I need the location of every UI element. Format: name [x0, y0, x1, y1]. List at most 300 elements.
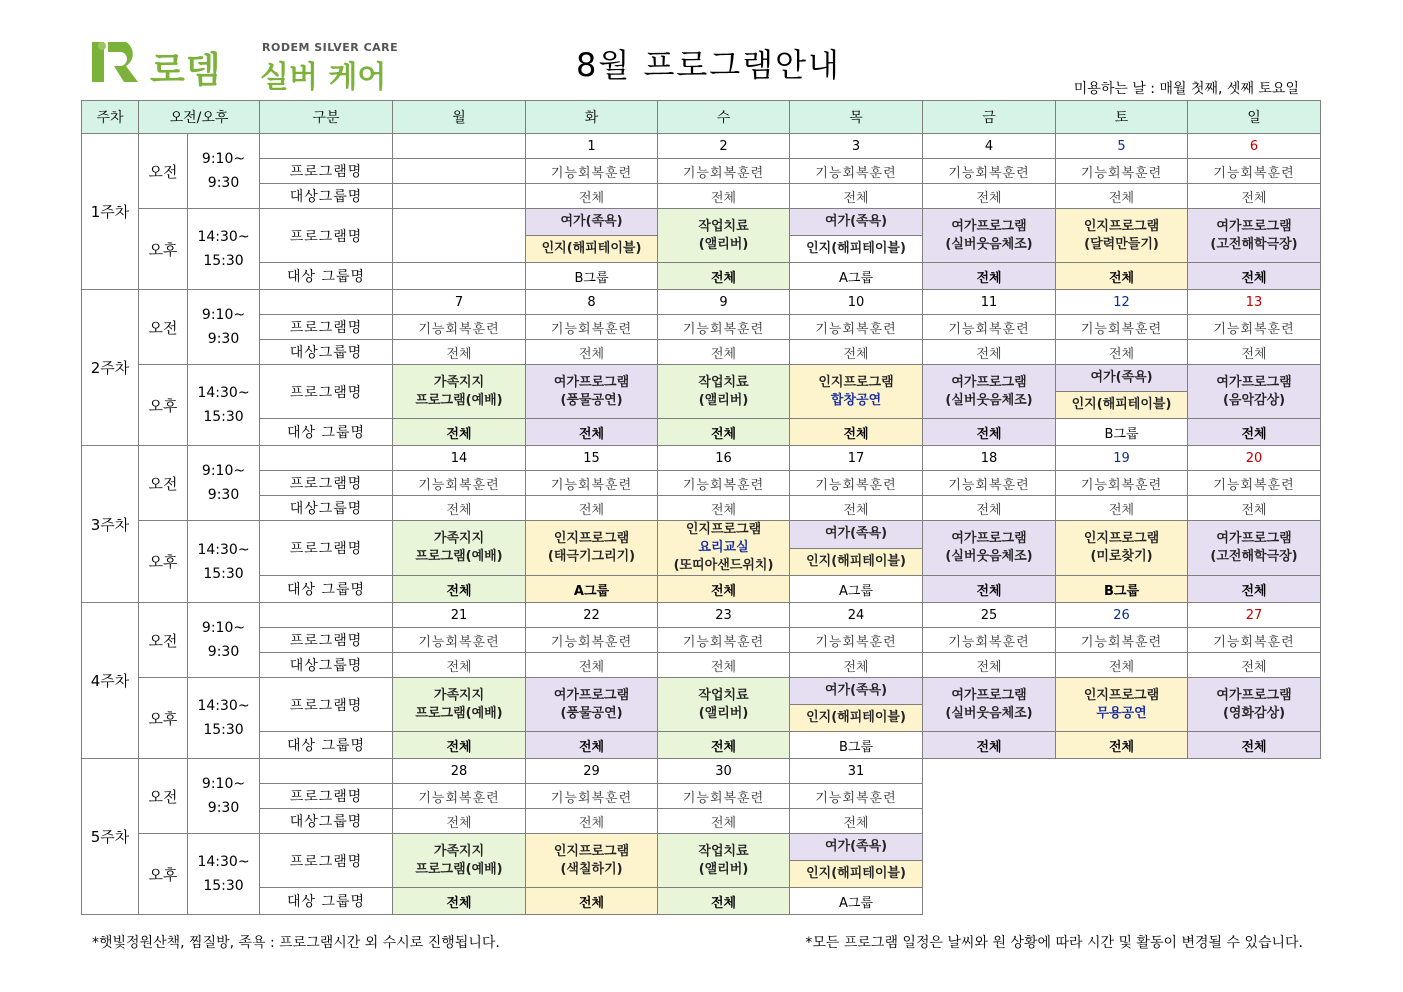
- am-program: 기능회복훈련: [658, 471, 790, 496]
- am-group: 전체: [923, 496, 1056, 521]
- pm-program-line: 여가프로그램: [1216, 218, 1292, 234]
- day-number: 8: [526, 290, 658, 315]
- am-program: 기능회복훈련: [393, 471, 526, 496]
- am-program: 기능회복훈련: [1056, 628, 1188, 653]
- pm-program-split-bottom: 인지(해피테이블): [790, 861, 923, 888]
- pm-time: [188, 365, 260, 446]
- week-label: 2주차: [82, 290, 139, 446]
- pm-program-line: (달력만들기): [1084, 236, 1159, 252]
- am-program: 기능회복훈련: [526, 784, 658, 809]
- pm-group: 전체: [658, 888, 790, 915]
- week-label: 5주차: [82, 759, 139, 915]
- pm-time: [188, 521, 260, 603]
- am-program: 기능회복훈련: [393, 784, 526, 809]
- category-group: 대상그룹명: [260, 496, 393, 521]
- week-day-row: [82, 446, 1321, 471]
- am-group: 전체: [790, 809, 923, 834]
- am-program-row: [82, 315, 1321, 340]
- day-number: 30: [658, 759, 790, 784]
- am-time-end: 9:30: [207, 800, 240, 816]
- pm-group: 전체: [923, 419, 1056, 446]
- category-group: 대상 그룹명: [260, 263, 393, 290]
- category-program: 프로그램명: [260, 784, 393, 809]
- pm-program-line: 여가프로그램: [951, 218, 1027, 234]
- day-number: 2: [658, 134, 790, 159]
- day-number: 26: [1056, 603, 1188, 628]
- schedule-table: [81, 100, 1321, 915]
- am-group: 전체: [526, 496, 658, 521]
- day-number: 5: [1056, 134, 1188, 159]
- pm-program-line: 합창공연: [830, 392, 882, 408]
- pm-program-split-top: 여가(족욕): [1056, 365, 1188, 392]
- am-group: 전체: [1056, 653, 1188, 678]
- pm-program: [1056, 678, 1188, 732]
- pm-program-line: 프로그램(예배): [415, 861, 503, 877]
- pm-program-line: (앨리버): [698, 705, 749, 721]
- pm-label: 오후: [139, 209, 188, 290]
- rodem-logo-icon: [90, 38, 144, 86]
- pm-time-end: 15:30: [203, 409, 244, 425]
- pm-program-line: 프로그램(예배): [415, 549, 503, 564]
- pm-label: 오후: [139, 365, 188, 446]
- pm-program-line: 인지프로그램: [1083, 531, 1160, 546]
- header-cell: 화: [526, 101, 658, 134]
- pm-label: 오후: [139, 521, 188, 603]
- category-group: 대상그룹명: [260, 653, 393, 678]
- pm-program: [1188, 365, 1321, 419]
- am-time-start: 9:10~: [201, 776, 246, 792]
- day-number: 19: [1056, 446, 1188, 471]
- pm-program: [923, 209, 1056, 263]
- am-time-start: 9:10~: [201, 151, 246, 167]
- am-group: 전체: [1188, 653, 1321, 678]
- pm-program-line: (고전해학극장): [1210, 236, 1298, 252]
- category-program: 프로그램명: [260, 628, 393, 653]
- am-group: 전체: [658, 184, 790, 209]
- am-program: 기능회복훈련: [923, 471, 1056, 496]
- am-program: 기능회복훈련: [790, 159, 923, 184]
- pm-time: [188, 678, 260, 759]
- am-program: 기능회복훈련: [790, 471, 923, 496]
- pm-program: [526, 834, 658, 888]
- pm-program: [658, 834, 790, 888]
- header-cell: 구분: [260, 101, 393, 134]
- pm-time-end: 15:30: [203, 722, 244, 738]
- pm-group-row: [82, 419, 1321, 446]
- pm-program-line: (앨리버): [698, 392, 749, 408]
- pm-group: 전체: [1188, 263, 1321, 290]
- am-group: 전체: [790, 496, 923, 521]
- pm-program-line: 여가프로그램: [553, 687, 630, 703]
- category-group: 대상 그룹명: [260, 576, 393, 603]
- am-program-row: [82, 159, 1321, 184]
- pm-program-line: 작업치료: [698, 687, 749, 703]
- pm-time-end: 15:30: [203, 253, 244, 269]
- pm-group: 전체: [393, 419, 526, 446]
- pm-program: [658, 678, 790, 732]
- pm-program-row-a: [82, 365, 1321, 392]
- pm-group: 전체: [1056, 263, 1188, 290]
- pm-program-line: 작업치료: [698, 218, 749, 234]
- category-blank: [260, 134, 393, 159]
- pm-group: 전체: [393, 576, 526, 603]
- am-program: 기능회복훈련: [1188, 471, 1321, 496]
- footnote-right: *모든 프로그램 일정은 날씨와 원 상황에 따라 시간 및 활동이 변경될 수 있습니다.: [805, 935, 1303, 951]
- am-program: 기능회복훈련: [1188, 159, 1321, 184]
- am-group: 전체: [923, 184, 1056, 209]
- logo: [90, 38, 410, 95]
- am-program: 기능회복훈련: [658, 628, 790, 653]
- header-cell: 오전/오후: [139, 101, 260, 134]
- category-program: 프로그램명: [260, 834, 393, 888]
- pm-program: [1056, 521, 1188, 576]
- day-number: 23: [658, 603, 790, 628]
- am-time: [188, 759, 260, 834]
- am-group: 전체: [1056, 340, 1188, 365]
- pm-program-line: (실버웃음체조): [945, 705, 1033, 721]
- category-program: 프로그램명: [260, 678, 393, 732]
- day-number: 27: [1188, 603, 1321, 628]
- am-program: 기능회복훈련: [790, 628, 923, 653]
- pm-program: [526, 521, 658, 576]
- pm-group: [393, 263, 526, 290]
- week-label: 4주차: [82, 603, 139, 759]
- pm-label: 오후: [139, 678, 188, 759]
- pm-time: [188, 834, 260, 915]
- day-number: 15: [526, 446, 658, 471]
- pm-group: 전체: [658, 576, 790, 603]
- header-cell: 토: [1056, 101, 1188, 134]
- pm-program-line: 여가프로그램: [951, 531, 1027, 546]
- category-group: 대상그룹명: [260, 184, 393, 209]
- pm-program-split-bottom: 인지(해피테이블): [1056, 392, 1188, 419]
- pm-group: 전체: [923, 576, 1056, 603]
- pm-group: 전체: [1188, 732, 1321, 759]
- pm-program-line: 인지프로그램: [1083, 687, 1160, 703]
- pm-program-split-bottom: 인지(해피테이블): [790, 236, 923, 263]
- pm-time: [188, 209, 260, 290]
- day-number: 18: [923, 446, 1056, 471]
- am-time: [188, 134, 260, 209]
- am-group-row: [82, 653, 1321, 678]
- pm-group: 전체: [923, 263, 1056, 290]
- pm-program-line: 가족지지: [433, 374, 485, 390]
- category-program: 프로그램명: [260, 471, 393, 496]
- pm-program-line: (미로찾기): [1090, 549, 1153, 564]
- category-program: 프로그램명: [260, 159, 393, 184]
- pm-program-split-bottom: 인지(해피테이블): [790, 705, 923, 732]
- am-program: 기능회복훈련: [923, 628, 1056, 653]
- pm-program: [526, 678, 658, 732]
- category-group: 대상 그룹명: [260, 888, 393, 915]
- pm-group: A그룹: [790, 888, 923, 915]
- am-group: 전체: [393, 809, 526, 834]
- pm-program-line: 여가프로그램: [951, 687, 1027, 703]
- am-program: 기능회복훈련: [658, 315, 790, 340]
- header-cell: 수: [658, 101, 790, 134]
- pm-group: 전체: [393, 732, 526, 759]
- pm-group: 전체: [526, 732, 658, 759]
- am-group: 전체: [658, 340, 790, 365]
- category-program: 프로그램명: [260, 209, 393, 263]
- day-number: 22: [526, 603, 658, 628]
- pm-program-row-a: [82, 678, 1321, 705]
- pm-program-line: (실버웃음체조): [945, 549, 1033, 564]
- day-number: 13: [1188, 290, 1321, 315]
- pm-program-line: (또띠아샌드위치): [673, 558, 774, 573]
- pm-program: [658, 365, 790, 419]
- pm-program-line: (앨리버): [698, 861, 749, 877]
- pm-program: [393, 365, 526, 419]
- pm-program-line: 프로그램(예배): [415, 705, 503, 721]
- logo-english: RODEM SILVER CARE: [262, 41, 399, 54]
- pm-program-line: 요리교실: [698, 540, 749, 555]
- pm-program: [923, 365, 1056, 419]
- am-time: [188, 446, 260, 521]
- pm-program-split-top: 여가(족욕): [790, 209, 923, 236]
- am-label: 오전: [139, 446, 188, 521]
- am-program: 기능회복훈련: [923, 159, 1056, 184]
- pm-program: [393, 209, 526, 263]
- am-program: 기능회복훈련: [1056, 471, 1188, 496]
- pm-program-line: 인지프로그램: [553, 531, 630, 546]
- am-label: 오전: [139, 134, 188, 209]
- am-group-row: [82, 340, 1321, 365]
- category-program: 프로그램명: [260, 521, 393, 576]
- day-number: 6: [1188, 134, 1321, 159]
- day-number: 9: [658, 290, 790, 315]
- pm-time-start: 14:30~: [197, 229, 250, 245]
- day-number: 25: [923, 603, 1056, 628]
- week-day-row: [82, 134, 1321, 159]
- am-program: 기능회복훈련: [526, 315, 658, 340]
- pm-program-line: 인지프로그램: [1083, 218, 1160, 234]
- am-group: 전체: [923, 653, 1056, 678]
- pm-group: 전체: [923, 732, 1056, 759]
- header-cell: 금: [923, 101, 1056, 134]
- pm-program: [526, 365, 658, 419]
- am-group: 전체: [393, 653, 526, 678]
- pm-time-end: 15:30: [203, 878, 244, 894]
- day-number: 10: [790, 290, 923, 315]
- pm-group: 전체: [526, 888, 658, 915]
- am-time: [188, 290, 260, 365]
- pm-program-line: 여가프로그램: [553, 374, 630, 390]
- am-group: 전체: [790, 653, 923, 678]
- pm-program-line: 여가프로그램: [1216, 531, 1292, 546]
- am-program: 기능회복훈련: [1056, 315, 1188, 340]
- pm-group: 전체: [1056, 732, 1188, 759]
- day-number: 7: [393, 290, 526, 315]
- pm-group: B그룹: [1056, 576, 1188, 603]
- am-time-start: 9:10~: [201, 463, 246, 479]
- pm-program-line: 가족지지: [433, 843, 485, 859]
- pm-program-row-a: [82, 209, 1321, 236]
- am-time-end: 9:30: [207, 487, 240, 503]
- pm-program-split-top: 여가(족욕): [526, 209, 658, 236]
- pm-group-row: [82, 576, 1321, 603]
- am-program: 기능회복훈련: [526, 159, 658, 184]
- am-time-start: 9:10~: [201, 307, 246, 323]
- am-program: 기능회복훈련: [658, 159, 790, 184]
- pm-group: 전체: [658, 263, 790, 290]
- am-program: 기능회복훈련: [393, 315, 526, 340]
- day-number: 1: [526, 134, 658, 159]
- pm-group: 전체: [1188, 576, 1321, 603]
- week-day-row: [82, 603, 1321, 628]
- day-number: [393, 134, 526, 159]
- page-title: 8월 프로그램안내: [576, 46, 841, 84]
- haircut-day-note: 미용하는 날 : 매월 첫째, 셋째 토요일: [1073, 81, 1299, 97]
- am-group: 전체: [790, 184, 923, 209]
- day-number: 24: [790, 603, 923, 628]
- day-number: 20: [1188, 446, 1321, 471]
- am-label: 오전: [139, 603, 188, 678]
- pm-label: 오후: [139, 834, 188, 915]
- am-program: [393, 159, 526, 184]
- pm-program-line: 가족지지: [433, 687, 485, 703]
- am-group-row: [82, 184, 1321, 209]
- am-group: 전체: [526, 809, 658, 834]
- pm-group: B그룹: [526, 263, 658, 290]
- header-cell: 목: [790, 101, 923, 134]
- pm-program: [1056, 209, 1188, 263]
- am-label: 오전: [139, 290, 188, 365]
- pm-time-end: 15:30: [203, 565, 244, 582]
- pm-group-row: [82, 732, 1321, 759]
- pm-program-line: (풍물공연): [560, 392, 623, 408]
- am-group: 전체: [393, 496, 526, 521]
- pm-program-line: (실버웃음체조): [945, 392, 1033, 408]
- category-blank: [260, 446, 393, 471]
- category-blank: [260, 603, 393, 628]
- empty-area: [923, 759, 1321, 915]
- am-group: 전체: [658, 653, 790, 678]
- pm-program-line: 여가프로그램: [951, 374, 1027, 390]
- pm-program-line: 인지프로그램: [553, 843, 630, 859]
- pm-group: 전체: [790, 419, 923, 446]
- pm-program-line: 인지프로그램: [685, 522, 762, 537]
- pm-program-line: (앨리버): [698, 236, 749, 252]
- pm-program-line: (실버웃음체조): [945, 236, 1033, 252]
- pm-group: A그룹: [790, 263, 923, 290]
- am-group: [393, 184, 526, 209]
- pm-group: B그룹: [790, 732, 923, 759]
- week-day-row: [82, 290, 1321, 315]
- category-blank: [260, 290, 393, 315]
- week-label: 3주차: [82, 446, 139, 603]
- pm-group: B그룹: [1056, 419, 1188, 446]
- am-group: 전체: [393, 340, 526, 365]
- week-day-row: [82, 759, 1321, 784]
- pm-program: [393, 834, 526, 888]
- am-program: 기능회복훈련: [790, 315, 923, 340]
- logo-subtitle: 실버 케어: [260, 60, 387, 95]
- day-number: 17: [790, 446, 923, 471]
- am-group: 전체: [1188, 184, 1321, 209]
- am-group: 전체: [1056, 496, 1188, 521]
- day-number: 16: [658, 446, 790, 471]
- am-program: 기능회복훈련: [790, 784, 923, 809]
- day-number: 12: [1056, 290, 1188, 315]
- pm-program: [790, 365, 923, 419]
- pm-program: [1188, 209, 1321, 263]
- day-number: 21: [393, 603, 526, 628]
- category-group: 대상 그룹명: [260, 732, 393, 759]
- category-blank: [260, 759, 393, 784]
- pm-program-line: 프로그램(예배): [415, 392, 503, 408]
- pm-program-split-top: 여가(족욕): [790, 678, 923, 705]
- pm-group: 전체: [658, 419, 790, 446]
- category-program: 프로그램명: [260, 365, 393, 419]
- pm-time-start: 14:30~: [197, 541, 250, 558]
- pm-program-line: (음악감상): [1222, 392, 1286, 408]
- pm-group: A그룹: [526, 576, 658, 603]
- am-program: 기능회복훈련: [526, 471, 658, 496]
- pm-program-line: 인지프로그램: [818, 374, 894, 390]
- pm-program: [923, 678, 1056, 732]
- am-group: 전체: [1056, 184, 1188, 209]
- category-group: 대상 그룹명: [260, 419, 393, 446]
- header-cell: 월: [393, 101, 526, 134]
- pm-program-line: 작업치료: [698, 843, 749, 859]
- pm-program: [1188, 521, 1321, 576]
- am-program: 기능회복훈련: [923, 315, 1056, 340]
- day-number: 11: [923, 290, 1056, 315]
- day-number: 31: [790, 759, 923, 784]
- pm-program-line: 여가프로그램: [1216, 374, 1292, 390]
- pm-program-split-top: 여가(족욕): [790, 834, 923, 861]
- pm-program-split-bottom: 인지(해피테이블): [526, 236, 658, 263]
- am-program: 기능회복훈련: [1188, 315, 1321, 340]
- pm-program-line: 가족지지: [433, 531, 485, 546]
- am-program-row: [82, 628, 1321, 653]
- logo-korean: 로뎀: [150, 50, 222, 91]
- am-program: 기능회복훈련: [1188, 628, 1321, 653]
- pm-program-line: 작업치료: [698, 374, 749, 390]
- am-group: 전체: [526, 653, 658, 678]
- pm-program-line: 무용공연: [1096, 705, 1147, 721]
- pm-program: [923, 521, 1056, 576]
- am-group: 전체: [1188, 340, 1321, 365]
- pm-program: [393, 678, 526, 732]
- category-program: 프로그램명: [260, 315, 393, 340]
- day-number: 14: [393, 446, 526, 471]
- pm-program-split-top: 여가(족욕): [790, 521, 923, 549]
- am-group: 전체: [1188, 496, 1321, 521]
- pm-group: 전체: [1188, 419, 1321, 446]
- pm-time-start: 14:30~: [197, 854, 250, 870]
- am-group: 전체: [526, 340, 658, 365]
- header-cell: 일: [1188, 101, 1321, 134]
- pm-program-line: (풍물공연): [560, 705, 623, 721]
- am-time: [188, 603, 260, 678]
- pm-program-split-bottom: 인지(해피테이블): [790, 548, 923, 576]
- am-group: 전체: [658, 809, 790, 834]
- pm-time-start: 14:30~: [197, 385, 250, 401]
- am-time-end: 9:30: [207, 644, 240, 660]
- pm-time-start: 14:30~: [197, 698, 250, 714]
- pm-group-row: [82, 263, 1321, 290]
- category-group: 대상그룹명: [260, 340, 393, 365]
- am-program: 기능회복훈련: [658, 784, 790, 809]
- day-number: 29: [526, 759, 658, 784]
- am-group: 전체: [526, 184, 658, 209]
- pm-group: 전체: [393, 888, 526, 915]
- footnote-left: *햇빛정원산책, 찜질방, 족욕 : 프로그램시간 외 수시로 진행됩니다.: [92, 935, 500, 951]
- am-group: 전체: [923, 340, 1056, 365]
- pm-program: [658, 521, 790, 576]
